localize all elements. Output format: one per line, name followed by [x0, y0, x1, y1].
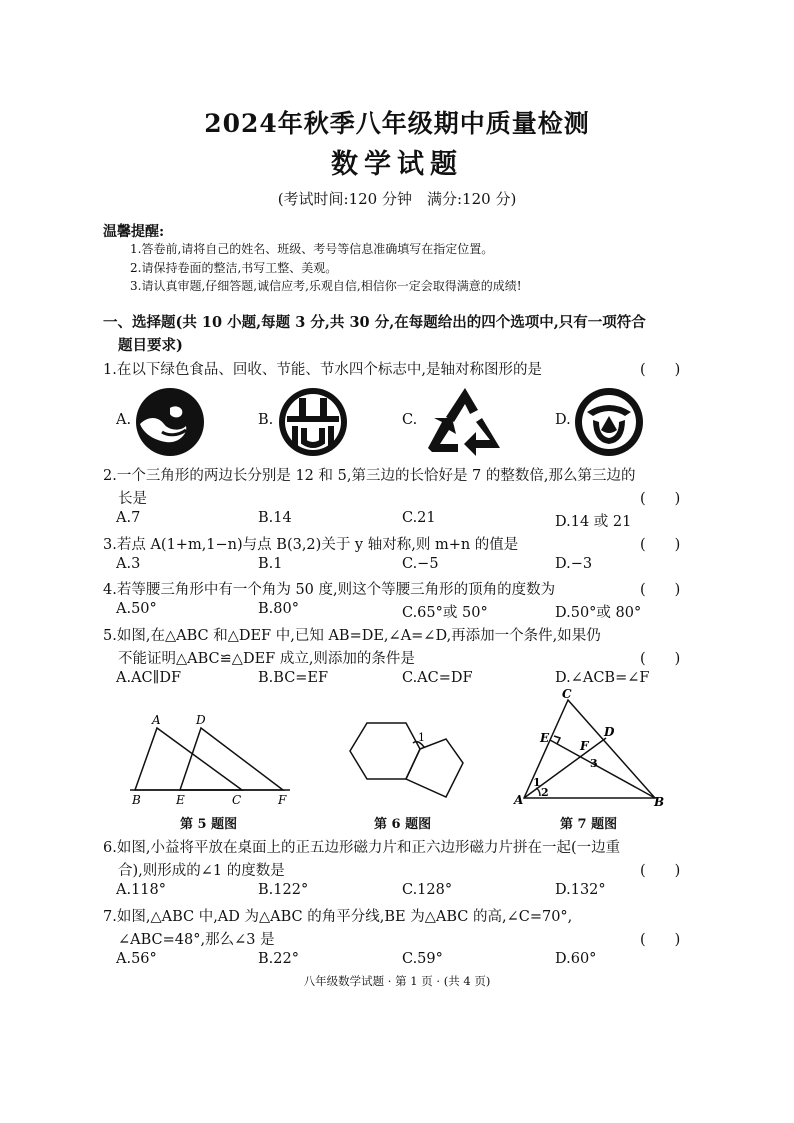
answer-bracket: ( ) [640, 582, 681, 598]
option-b: B.80° [258, 601, 299, 617]
tip-item: 2.请保持卷面的整洁,书写工整、美观。 [130, 261, 338, 275]
label-d: D [196, 713, 206, 727]
green-food-logo-icon [134, 386, 206, 458]
option-d: D.14 或 21 [555, 514, 632, 530]
tips-heading: 温馨提醒: [103, 224, 165, 240]
segment-be [550, 740, 655, 798]
tip-item: 1.答卷前,请将自己的姓名、班级、考号等信息准确填写在指定位置。 [130, 242, 494, 256]
exam-title: 2024年秋季八年级期中质量检测 [204, 109, 590, 138]
answer-bracket: ( ) [640, 651, 681, 667]
page-title: 数学试题 [331, 149, 463, 180]
tip-item: 3.请认真审题,仔细答题,诚信应考,乐观自信,相信你一定会取得满意的成绩! [130, 279, 522, 293]
label-c: C [562, 688, 572, 701]
section-heading: 一、选择题(共 10 小题,每题 3 分,共 30 分,在每题给出的四个选项中,只有一项符合 [103, 314, 646, 331]
pentagon [406, 739, 463, 797]
option-c: C.21 [402, 510, 436, 526]
option-a: A.AC∥DF [116, 670, 182, 686]
figure-6 [340, 715, 470, 810]
angle-3-label: 3 [590, 757, 598, 770]
answer-bracket: ( ) [640, 362, 681, 378]
figure-6-caption: 第 6 题图 [374, 817, 432, 832]
answer-bracket: ( ) [640, 932, 681, 948]
water-saving-logo-icon [573, 386, 645, 458]
label-b: B [132, 793, 141, 807]
recycle-logo-icon [424, 384, 506, 460]
label-d: D [604, 725, 615, 739]
option-c: C.128° [402, 882, 453, 898]
option-c: C.59° [402, 951, 443, 967]
option-label: C. [402, 412, 418, 428]
option-d: D.132° [555, 882, 606, 898]
angle-1-label: 1 [533, 776, 541, 789]
option-b: B.122° [258, 882, 309, 898]
option-c: C.AC=DF [402, 670, 473, 686]
label-f: F [278, 793, 287, 807]
option-c: C.−5 [402, 556, 439, 572]
question-7-cont: ∠ABC=48°,那么∠3 是 [118, 932, 275, 948]
figure-7 [510, 688, 670, 810]
question-6-cont: 合),则形成的∠1 的度数是 [118, 863, 285, 879]
label-c: C [232, 793, 242, 807]
question-7: 7.如图,△ABC 中,AD 为△ABC 的角平分线,BE 为△ABC 的高,∠C=70°, [103, 909, 573, 925]
triangle-abc [135, 728, 242, 790]
label-b: B [654, 795, 665, 809]
option-b: B.22° [258, 951, 299, 967]
option-d: D.−3 [555, 556, 593, 572]
figure-5 [125, 710, 300, 810]
option-a: A.7 [116, 510, 141, 526]
figure-5-caption: 第 5 题图 [180, 817, 238, 832]
question-1: 1.在以下绿色食品、回收、节能、节水四个标志中,是轴对称图形的是 [103, 362, 542, 378]
label-e: E [176, 793, 185, 807]
angle-1-label: 1 [418, 731, 425, 744]
question-4: 4.若等腰三角形中有一个角为 50 度,则这个等腰三角形的顶角的度数为 [103, 582, 556, 598]
question-5: 5.如图,在△ABC 和△DEF 中,已知 AB=DE,∠A=∠D,再添加一个条件,如果仍 [103, 628, 601, 644]
question-5-cont: 不能证明△ABC≌△DEF 成立,则添加的条件是 [118, 651, 415, 667]
exam-info: (考试时间:120 分钟 满分:120 分) [277, 190, 517, 208]
triangle-def [180, 728, 283, 790]
question-2: 2.一个三角形的两边长分别是 12 和 5,第三边的长恰好是 7 的整数倍,那么第三边的 [103, 468, 636, 484]
angle-2-label: 2 [541, 786, 549, 799]
energy-saving-logo-icon [277, 386, 349, 458]
answer-bracket: ( ) [640, 491, 681, 507]
option-label: D. [555, 412, 571, 428]
option-label: B. [258, 412, 274, 428]
option-a: A.50° [116, 601, 157, 617]
answer-bracket: ( ) [640, 863, 681, 879]
question-6: 6.如图,小益将平放在桌面上的正五边形磁力片和正六边形磁力片拼在一起(一边重 [103, 840, 621, 856]
page-footer: 八年级数学试题 · 第 1 页 · (共 4 页) [303, 974, 491, 988]
section-heading-cont: 题目要求) [118, 337, 183, 354]
option-d: D.∠ACB=∠F [555, 670, 650, 686]
option-a: A.118° [116, 882, 167, 898]
question-3: 3.若点 A(1+m,1−n)与点 B(3,2)关于 y 轴对称,则 m+n 的值是 [103, 537, 519, 553]
question-2-cont: 长是 [118, 491, 147, 507]
option-a: A.3 [116, 556, 141, 572]
figure-7-caption: 第 7 题图 [560, 817, 618, 832]
answer-bracket: ( ) [640, 537, 681, 553]
option-label: A. [116, 412, 132, 428]
option-b: B.1 [258, 556, 283, 572]
label-f: F [580, 739, 589, 753]
option-b: B.14 [258, 510, 292, 526]
option-d: D.50°或 80° [555, 605, 642, 621]
option-c: C.65°或 50° [402, 605, 488, 621]
option-d: D.60° [555, 951, 597, 967]
label-e: E [540, 731, 550, 745]
label-a: A [152, 713, 161, 727]
option-b: B.BC=EF [258, 670, 329, 686]
label-a: A [514, 793, 524, 807]
option-a: A.56° [116, 951, 157, 967]
